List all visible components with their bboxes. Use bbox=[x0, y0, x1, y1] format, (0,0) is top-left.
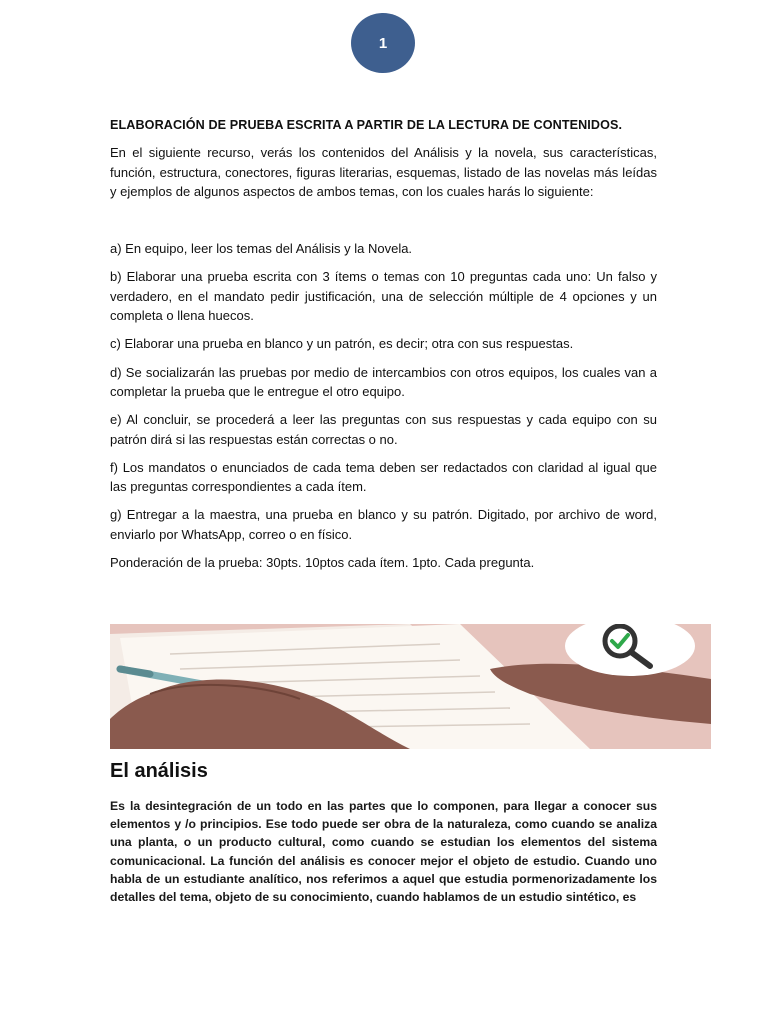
intro-paragraph: En el siguiente recurso, verás los contenidos del Análisis y la novela, sus características, función, estructura, conectores, figuras literarias, esquemas, listado de las novelas más leídas y ejemplos de algunos aspectos de ambos temas, con los cuales harás lo siguiente: bbox=[110, 145, 657, 199]
weighting-line: Ponderación de la prueba: 30pts. 10ptos cada ítem. 1pto. Cada pregunta. bbox=[110, 555, 535, 571]
instruction-c: c) Elaborar una prueba en blanco y un patrón, es decir; otra con sus respuestas. bbox=[110, 336, 574, 352]
page-number: 1 bbox=[378, 34, 388, 52]
section-body: Es la desintegración de un todo en las partes que lo componen, para llegar a conocer sus elementos y /o principios. Ese todo puede ser obra de la naturaleza, como cuando se analiza una planta, o un producto cultural, como cuando se estudian los elementos del sistema comunicacional. La función del análisis es conocer mejor el objeto de estudio. Cuando uno habla de un estudiante analítico, nos referimos a aquel que estudia pormenorizadamente los detalles del tema, objeto de su conocimiento, cuando hablamos de un estudio sintético, es bbox=[110, 799, 657, 905]
instruction-e: e) Al concluir, se procederá a leer las preguntas con sus respuestas y cada equipo con su patrón dirá si las respuestas están correctas o no. bbox=[110, 412, 657, 447]
instruction-g: g) Entregar a la maestra, una prueba en blanco y su patrón. Digitado, por archivo de word, enviarlo por WhatsApp, correo o en físico. bbox=[110, 507, 657, 542]
document-title: ELABORACIÓN DE PRUEBA ESCRITA A PARTIR DE LA LECTURA DE CONTENIDOS. bbox=[110, 118, 623, 132]
section-heading: El análisis bbox=[110, 760, 208, 782]
document-body bbox=[110, 116, 657, 581]
instruction-a: a) En equipo, leer los temas del Análisis y la Novela. bbox=[110, 241, 413, 257]
instruction-b: b) Elaborar una prueba escrita con 3 ítems o temas con 10 preguntas cada uno: Un falso y verdadero, en el mandato pedir justificación, una de selección múltiple de 4 opciones y un completa o llena huecos. bbox=[110, 269, 657, 324]
page-number-badge bbox=[351, 13, 415, 73]
instruction-f: f) Los mandatos o enunciados de cada tema deben ser redactados con claridad al igual que las preguntas correspondientes a cada ítem. bbox=[110, 459, 657, 495]
exam-grading-icon bbox=[110, 624, 711, 749]
instruction-d: d) Se socializarán las pruebas por medio de intercambios con otros equipos, los cuales van a completar la prueba que le entregue el otro equipo. bbox=[110, 364, 657, 399]
exam-grading-illustration bbox=[110, 624, 711, 749]
